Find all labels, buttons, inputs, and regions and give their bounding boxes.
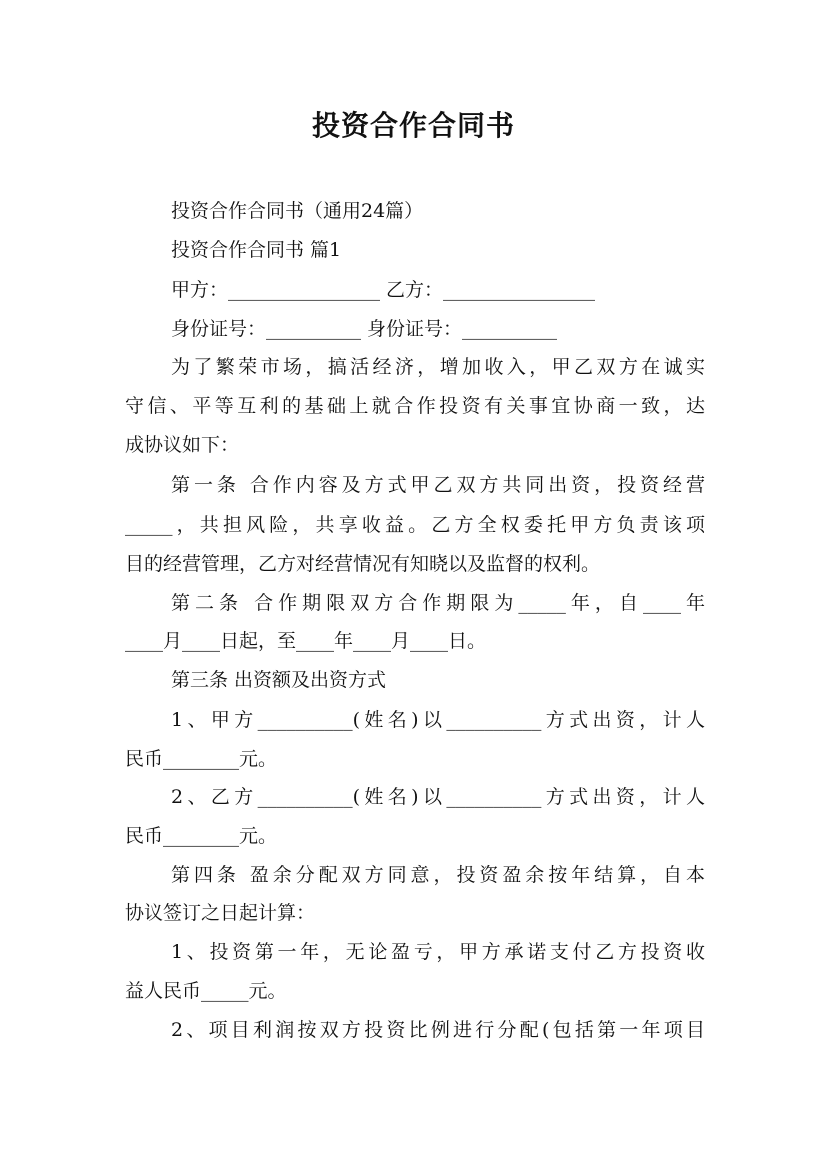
paragraph-line: 守信、平等互利的基础上就合作投资有关事宜协商一致，达	[125, 395, 705, 417]
document-title: 投资合作合同书	[311, 109, 515, 142]
article-line: 目的经营管理，乙方对经营情况有知晓以及监督的权利。	[125, 553, 601, 575]
clause-line: 益人民币_____元。	[125, 980, 287, 1002]
section-heading: 投资合作合同书 篇1	[171, 239, 342, 261]
clause-line: 民币________元。	[125, 748, 278, 770]
article-line: 第一条 合作内容及方式甲乙双方共同出资，投资经营	[171, 474, 705, 496]
clause-line: 2、项目利润按双方投资比例进行分配(包括第一年项目	[171, 1019, 705, 1041]
clause-line: 2、乙方__________(姓名)以__________方式出资，计人	[171, 786, 705, 808]
article-line: ____月____日起，至____年____月____日。	[125, 630, 487, 652]
clause-line: 1、投资第一年，无论盈亏，甲方承诺支付乙方投资收	[171, 941, 705, 963]
subtitle-line: 投资合作合同书（通用24篇）	[171, 200, 424, 222]
clause-line: 1、甲方__________(姓名)以__________方式出资，计人	[171, 709, 705, 731]
party-line: 甲方：________________ 乙方：________________	[171, 279, 596, 301]
article-line: 协议签订之日起计算：	[125, 902, 316, 924]
article-line: 第四条 盈余分配双方同意，投资盈余按年结算，自本	[171, 864, 705, 886]
article-line: 第三条 出资额及出资方式	[171, 669, 387, 691]
paragraph-line: 成协议如下：	[125, 434, 240, 456]
id-number-line: 身份证号：__________ 身份证号：__________	[171, 318, 558, 340]
clause-line: 民币________元。	[125, 825, 278, 847]
paragraph-line: 为了繁荣市场，搞活经济，增加收入，甲乙双方在诚实	[171, 356, 705, 378]
article-line: _____，共担风险，共享收益。乙方全权委托甲方负责该项	[125, 514, 705, 536]
article-line: 第二条 合作期限双方合作期限为_____年，自____年	[171, 592, 705, 614]
